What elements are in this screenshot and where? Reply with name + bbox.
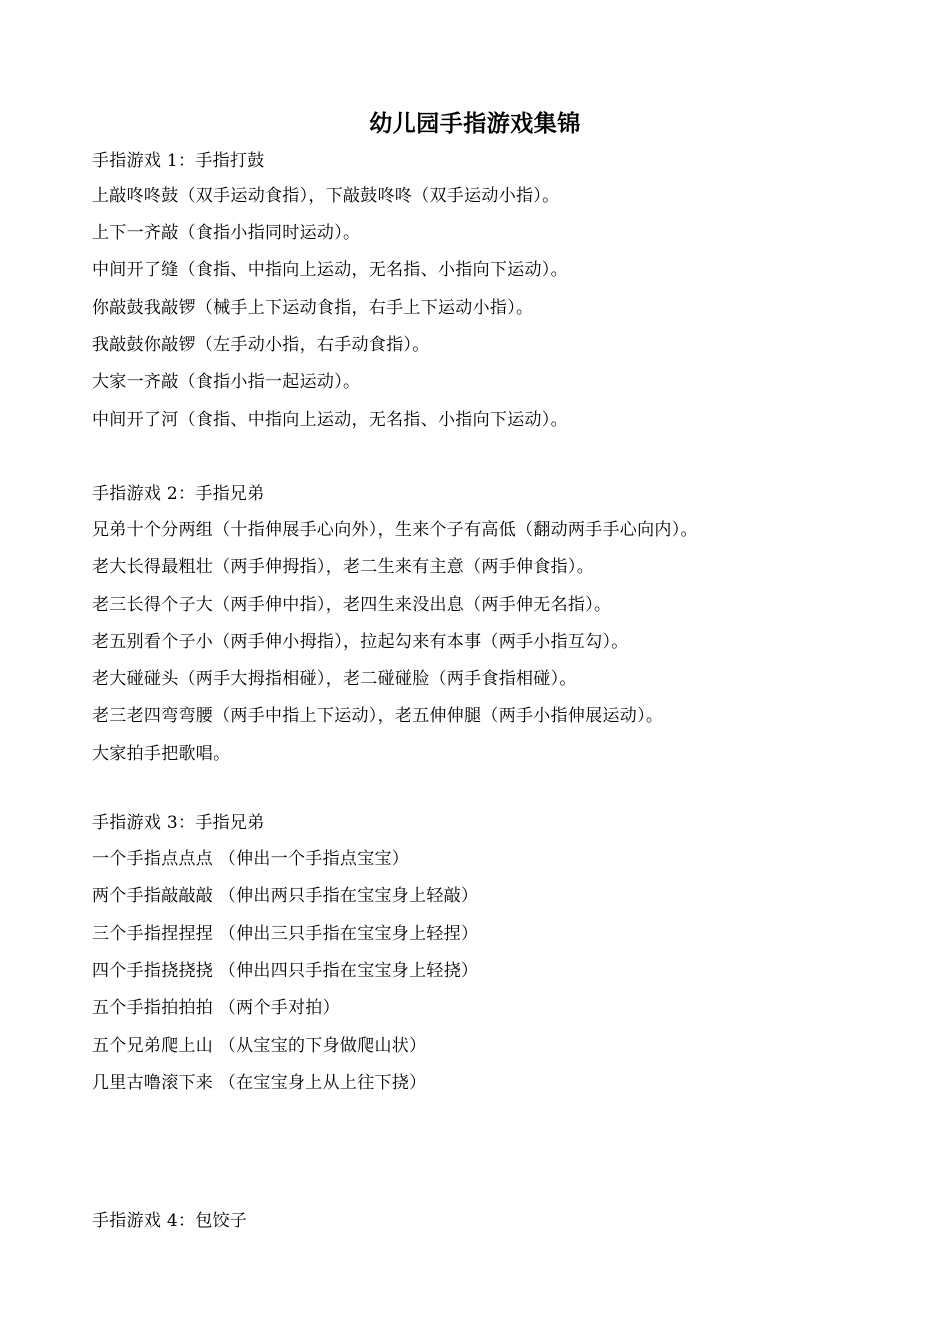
game-line: 老大碰碰头（两手大拇指相碰），老二碰碰脸（两手食指相碰）。 (92, 669, 577, 689)
game-line: 兄弟十个分两组（十指伸展手心向外），生来个子有高低（翻动两手手心向内）。 (92, 520, 698, 540)
game-heading: 手指游戏 1：手指打鼓 (92, 151, 265, 171)
game-line: 五个兄弟爬上山 （从宝宝的下身做爬山状） (92, 1036, 427, 1056)
game-line: 中间开了缝（食指、中指向上运动，无名指、小指向下运动）。 (92, 260, 568, 280)
game-line: 上敲咚咚鼓（双手运动食指），下敲鼓咚咚（双手运动小指）。 (92, 186, 560, 206)
game-line: 三个手指捏捏捏 （伸出三只手指在宝宝身上轻捏） (92, 924, 479, 944)
game-line: 我敲鼓你敲锣（左手动小指，右手动食指）。 (92, 335, 430, 355)
game-line: 老三长得个子大（两手伸中指），老四生来没出息（两手伸无名指）。 (92, 595, 612, 615)
game-line: 四个手指挠挠挠 （伸出四只手指在宝宝身上轻挠） (92, 961, 479, 981)
page-title: 幼儿园手指游戏集锦 (369, 111, 581, 137)
game-heading: 手指游戏 2：手指兄弟 (92, 484, 265, 504)
game-line: 上下一齐敲（食指小指同时运动）。 (92, 223, 361, 243)
game-line: 老大长得最粗壮（两手伸拇指），老二生来有主意（两手伸食指）。 (92, 557, 594, 577)
game-line: 老三老四弯弯腰（两手中指上下运动），老五伸伸腿（两手小指伸展运动）。 (92, 706, 664, 726)
game-line: 两个手指敲敲敲 （伸出两只手指在宝宝身上轻敲） (92, 886, 479, 906)
game-line: 中间开了河（食指、中指向上运动，无名指、小指向下运动）。 (92, 410, 568, 430)
game-heading: 手指游戏 4：包饺子 (92, 1211, 248, 1231)
game-line: 五个手指拍拍拍 （两个手对拍） (92, 998, 340, 1018)
game-line: 你敲鼓我敲锣（械手上下运动食指，右手上下运动小指）。 (92, 298, 534, 318)
game-line: 几里古噜滚下来 （在宝宝身上从上往下挠） (92, 1073, 427, 1093)
game-line: 老五别看个子小（两手伸小拇指），拉起勾来有本事（两手小指互勾）。 (92, 632, 629, 652)
game-line: 大家拍手把歌唱。 (92, 744, 231, 764)
game-line: 大家一齐敲（食指小指一起运动）。 (92, 372, 361, 392)
game-line: 一个手指点点点 （伸出一个手指点宝宝） (92, 849, 410, 869)
game-heading: 手指游戏 3：手指兄弟 (92, 813, 265, 833)
